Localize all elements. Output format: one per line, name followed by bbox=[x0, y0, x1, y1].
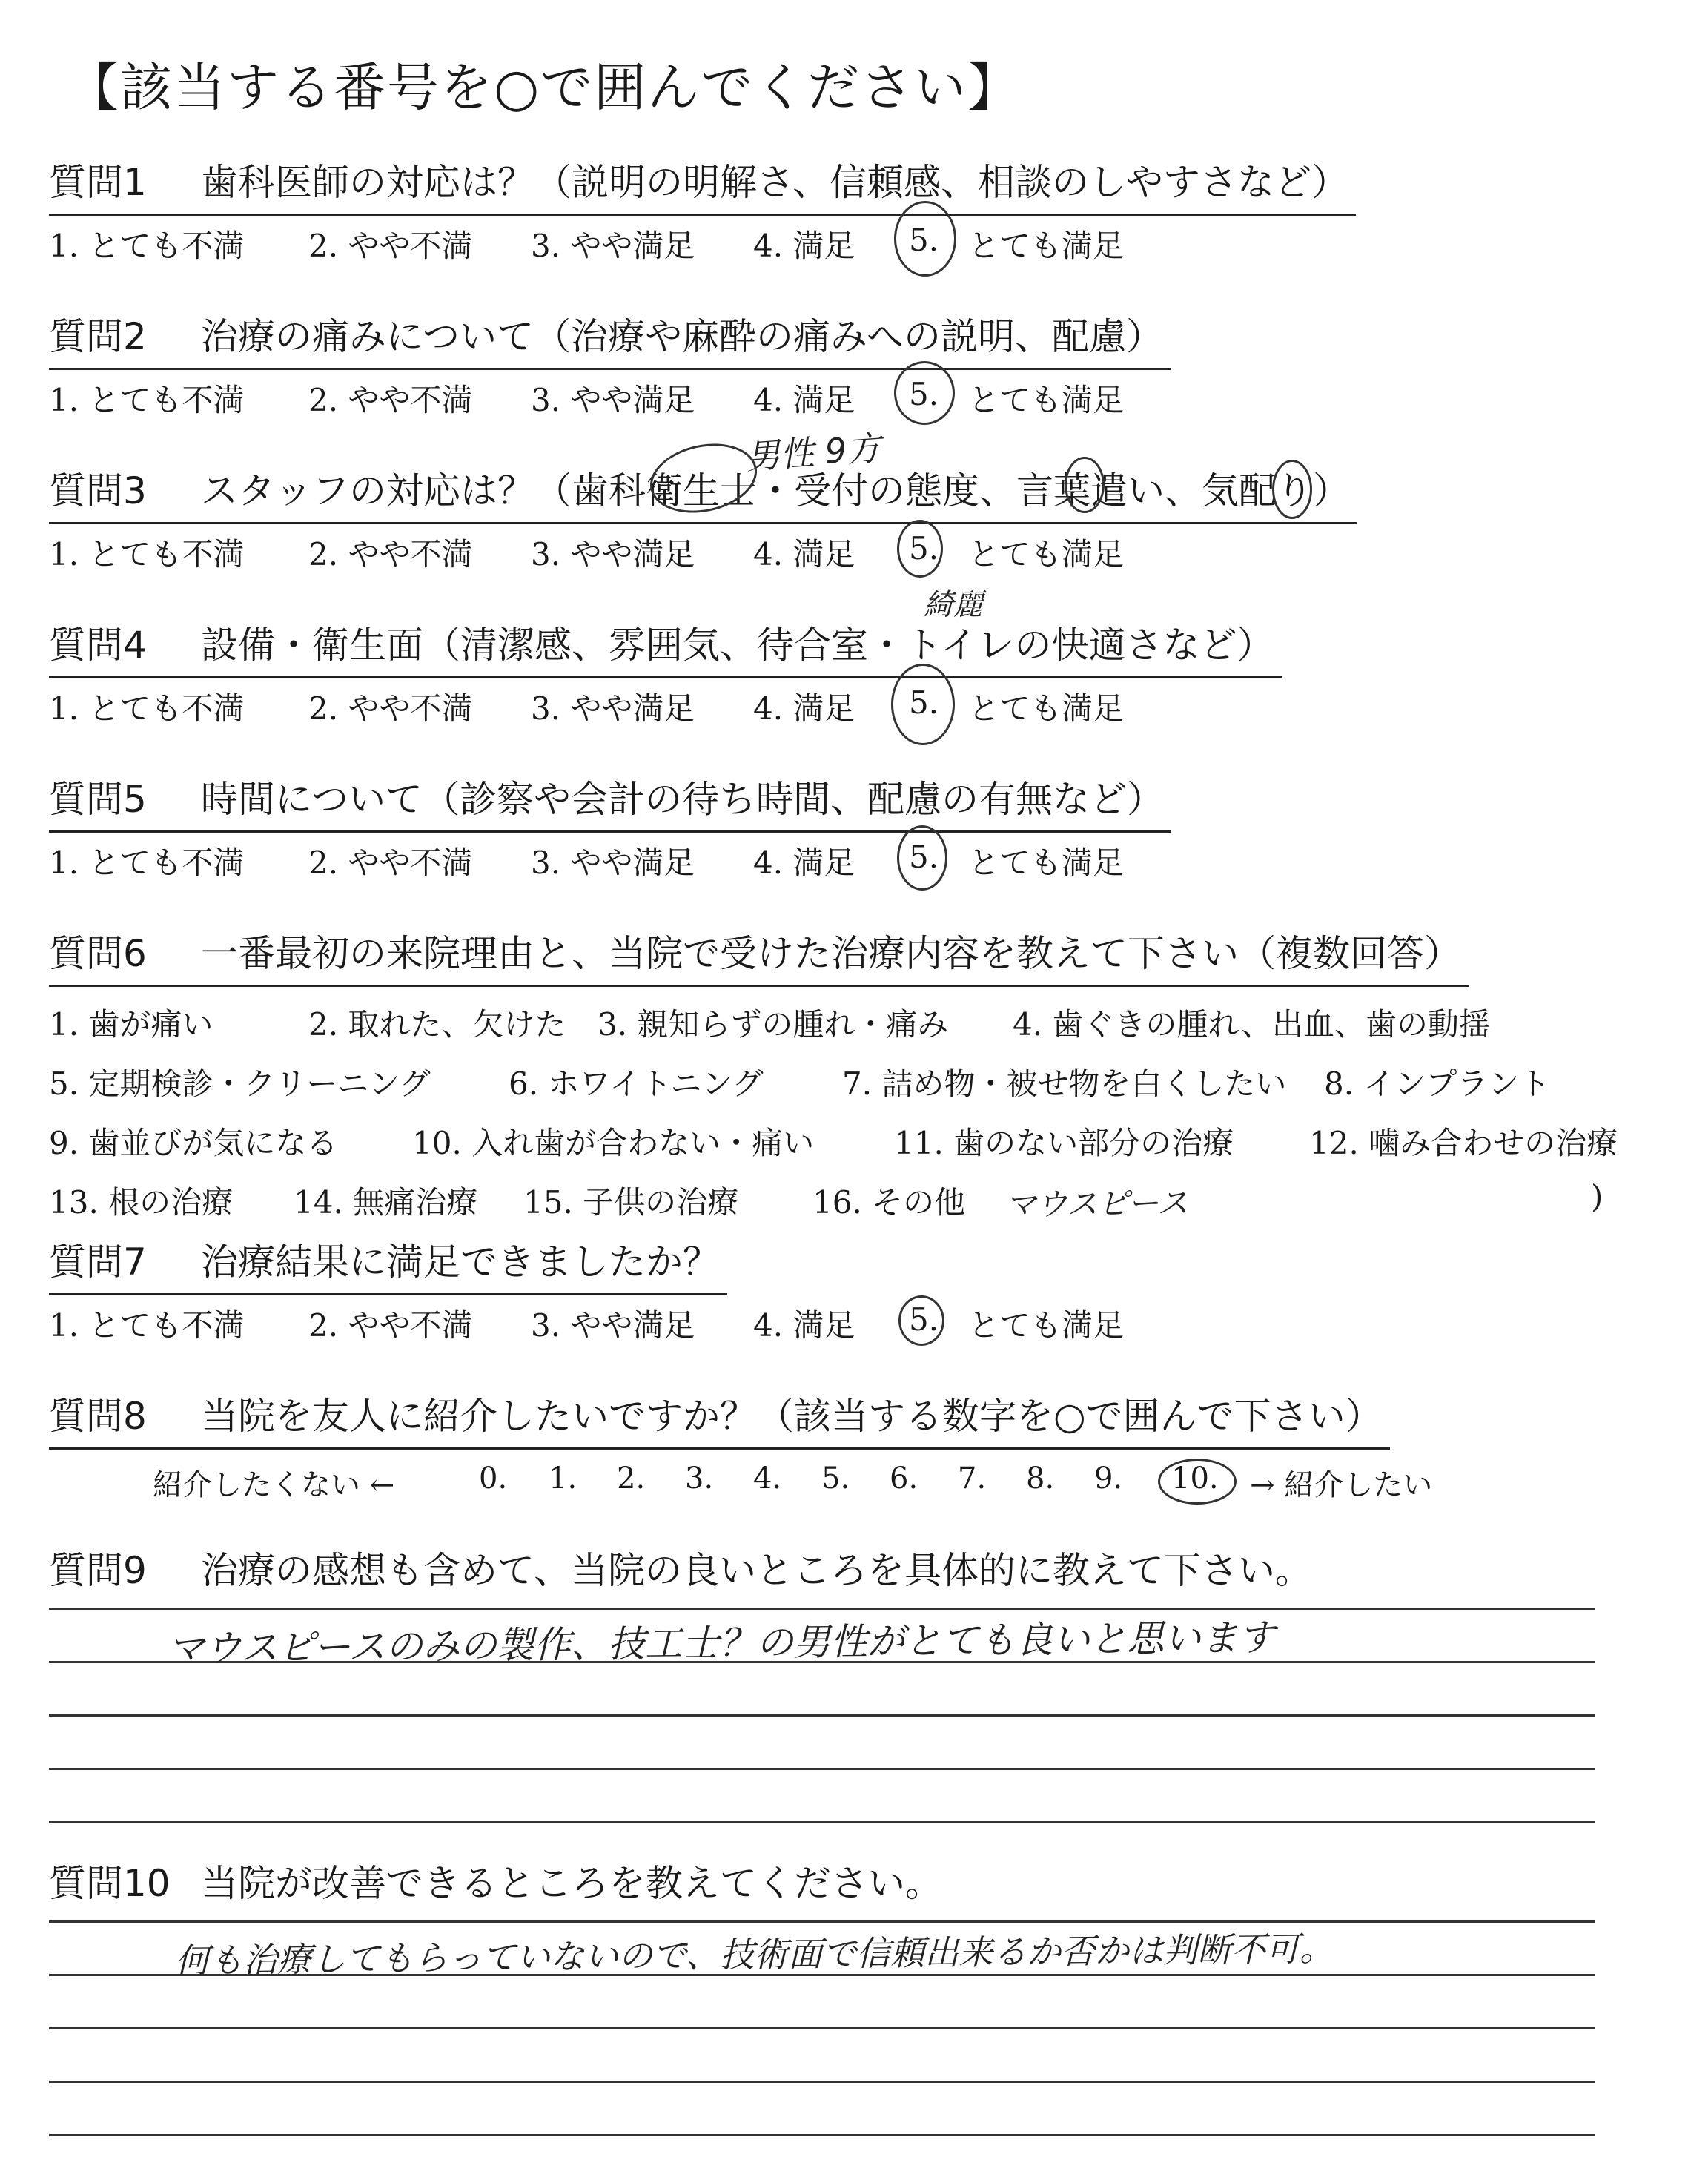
option-2[interactable]: 2. やや不満 bbox=[308, 845, 473, 881]
rating-scale bbox=[49, 1301, 1672, 1346]
option-2[interactable]: 2. やや不満 bbox=[308, 536, 473, 572]
handwritten-note: 綺麗 bbox=[924, 588, 983, 622]
question-7 bbox=[49, 1232, 1672, 1346]
answer-line bbox=[49, 1821, 1595, 1823]
question-6 bbox=[49, 924, 1672, 1238]
option-5[interactable]: 5. bbox=[909, 530, 939, 567]
handwritten-answer: 何も治療してもらっていないので、技術面で信頼出来るか否かは判断不可。 bbox=[174, 1928, 1334, 1981]
option-5-label: とても満足 bbox=[968, 1307, 1125, 1344]
scale-number[interactable]: 8. bbox=[1026, 1462, 1055, 1496]
selection-circle bbox=[894, 361, 955, 425]
question-number: 質問5 bbox=[49, 778, 147, 821]
option-item[interactable]: 14. 無痛治療 bbox=[294, 1184, 478, 1221]
question-text: 当院を友人に紹介したいですか？（該当する数字を○で囲んで下さい） bbox=[201, 1395, 1383, 1438]
scale-number[interactable]: 6. bbox=[890, 1462, 918, 1496]
reason-options bbox=[49, 1000, 1672, 1238]
option-1[interactable]: 1. とても不満 bbox=[49, 536, 245, 572]
option-item[interactable]: 10. 入れ歯が合わない・痛い bbox=[412, 1125, 815, 1161]
question-heading bbox=[49, 770, 1171, 833]
option-item[interactable]: 6. ホワイトニング bbox=[509, 1066, 764, 1102]
selection-circle bbox=[1158, 1459, 1237, 1505]
question-number: 質問10 bbox=[49, 1862, 171, 1905]
option-4[interactable]: 4. 満足 bbox=[753, 382, 855, 418]
option-item[interactable]: 3. 親知らずの腫れ・痛み bbox=[598, 1006, 949, 1043]
question-10 bbox=[49, 1854, 1672, 1981]
answer-line bbox=[49, 2134, 1595, 2136]
question-9 bbox=[49, 1541, 1672, 1671]
rating-scale bbox=[49, 839, 1672, 883]
selection-circle bbox=[898, 1295, 944, 1346]
option-item[interactable]: 15. 子供の治療 bbox=[523, 1184, 739, 1221]
question-number: 質問3 bbox=[49, 469, 147, 512]
question-4 bbox=[49, 588, 1672, 729]
annotation-circle-care bbox=[1272, 460, 1312, 519]
option-item[interactable]: 9. 歯並びが気になる bbox=[49, 1125, 338, 1161]
option-5[interactable]: 5. bbox=[909, 222, 939, 258]
option-2[interactable]: 2. やや不満 bbox=[308, 690, 473, 727]
option-1[interactable]: 1. とても不満 bbox=[49, 690, 245, 727]
handwritten-answer: マウスピースのみの製作、技工士？の男性がとても良いと思います bbox=[167, 1616, 1276, 1671]
question-text: 治療の感想も含めて、当院の良いところを具体的に教えて下さい。 bbox=[201, 1549, 1312, 1592]
answer-line bbox=[49, 1714, 1595, 1717]
question-number: 質問4 bbox=[49, 624, 147, 667]
option-1[interactable]: 1. とても不満 bbox=[49, 228, 245, 264]
option-item[interactable]: 4. 歯ぐきの腫れ、出血、歯の動揺 bbox=[1013, 1006, 1490, 1043]
question-number: 質問1 bbox=[49, 161, 147, 204]
answer-line bbox=[49, 1920, 1595, 1923]
option-4[interactable]: 4. 満足 bbox=[753, 536, 855, 572]
question-number: 質問6 bbox=[49, 932, 147, 975]
scale-number[interactable]: 1. bbox=[549, 1462, 577, 1496]
question-1 bbox=[49, 153, 1672, 266]
option-row bbox=[49, 1119, 1672, 1178]
question-text: 時間について（診察や会計の待ち時間、配慮の有無など） bbox=[201, 778, 1164, 821]
question-3 bbox=[49, 427, 1672, 575]
question-heading bbox=[49, 153, 1356, 216]
option-4[interactable]: 4. 満足 bbox=[753, 690, 855, 727]
option-item[interactable]: 16. その他 bbox=[812, 1184, 966, 1221]
question-text: 設備・衛生面（清潔感、雰囲気、待合室・トイレの快適さなど） bbox=[201, 624, 1274, 667]
page-title: 【該当する番号を○で囲んでください】 bbox=[67, 57, 1022, 118]
recommend-scale bbox=[49, 1462, 1672, 1506]
option-5-label: とても満足 bbox=[968, 228, 1125, 264]
option-2[interactable]: 2. やや不満 bbox=[308, 228, 473, 264]
question-text: 当院が改善できるところを教えてください。 bbox=[201, 1862, 942, 1905]
option-5-label: とても満足 bbox=[968, 845, 1125, 881]
answer-line bbox=[49, 2027, 1595, 2029]
closing-paren: ) bbox=[1591, 1178, 1603, 1215]
annotation-circle-words bbox=[1065, 457, 1105, 513]
question-heading bbox=[49, 1387, 1390, 1450]
selection-circle bbox=[897, 520, 943, 578]
option-4[interactable]: 4. 満足 bbox=[753, 228, 855, 264]
option-1[interactable]: 1. とても不満 bbox=[49, 845, 245, 881]
question-8 bbox=[49, 1387, 1672, 1506]
question-2 bbox=[49, 307, 1672, 420]
option-5[interactable]: 5. bbox=[909, 376, 939, 412]
question-heading bbox=[49, 1541, 1320, 1602]
option-item[interactable]: 8. インプラント bbox=[1324, 1066, 1551, 1102]
answer-line bbox=[49, 1608, 1595, 1610]
selection-circle bbox=[891, 664, 955, 745]
option-3[interactable]: 3. やや満足 bbox=[531, 1307, 695, 1344]
answer-line bbox=[49, 2081, 1595, 2083]
scale-number[interactable]: 2. bbox=[617, 1462, 646, 1496]
question-text: 治療の痛みについて（治療や麻酔の痛みへの説明、配慮） bbox=[201, 315, 1163, 358]
selection-circle bbox=[897, 825, 947, 891]
scale-number[interactable]: 0. bbox=[479, 1462, 508, 1496]
scale-left-label: 紹介したくない ← bbox=[153, 1468, 395, 1502]
rating-scale bbox=[49, 684, 1672, 729]
option-5-label: とても満足 bbox=[968, 690, 1125, 727]
option-2[interactable]: 2. やや不満 bbox=[308, 382, 473, 418]
option-4[interactable]: 4. 満足 bbox=[753, 1307, 855, 1344]
question-text: 歯科医師の対応は？（説明の明解さ、信頼感、相談のしやすさなど） bbox=[201, 161, 1348, 204]
option-item[interactable]: 12. 噛み合わせの治療 bbox=[1309, 1125, 1618, 1161]
rating-scale bbox=[49, 222, 1672, 266]
question-number: 質問7 bbox=[49, 1241, 147, 1284]
option-1[interactable]: 1. とても不満 bbox=[49, 1307, 245, 1344]
scale-number[interactable]: 9. bbox=[1094, 1462, 1123, 1496]
option-3[interactable]: 3. やや満足 bbox=[531, 228, 695, 264]
option-item[interactable]: 13. 根の治療 bbox=[49, 1184, 234, 1221]
option-2[interactable]: 2. やや不満 bbox=[308, 1307, 473, 1344]
answer-line bbox=[49, 1768, 1595, 1770]
option-row bbox=[49, 1178, 1672, 1238]
scale-number[interactable]: 4. bbox=[753, 1462, 782, 1496]
other-answer-text: マウスピース bbox=[1004, 1184, 1189, 1223]
scale-number[interactable]: 7. bbox=[958, 1462, 987, 1496]
scale-number[interactable]: 3. bbox=[685, 1462, 714, 1496]
handwritten-note: 男性 9方 bbox=[744, 427, 882, 478]
option-item[interactable]: 11. 歯のない部分の治療 bbox=[894, 1125, 1234, 1161]
question-text: スタッフの対応は？（歯科衛生士・受付の態度、言葉遣い、気配り） bbox=[201, 469, 1350, 512]
option-4[interactable]: 4. 満足 bbox=[753, 845, 855, 881]
option-5-label: とても満足 bbox=[968, 536, 1125, 572]
rating-scale bbox=[49, 376, 1672, 420]
question-text: 一番最初の来院理由と、当院で受けた治療内容を教えて下さい（複数回答） bbox=[201, 932, 1461, 975]
option-5[interactable]: 5. bbox=[909, 684, 939, 721]
question-heading bbox=[49, 615, 1282, 678]
selection-circle bbox=[894, 201, 956, 277]
option-3[interactable]: 3. やや満足 bbox=[531, 382, 695, 418]
scale-number[interactable]: 5. bbox=[821, 1462, 850, 1496]
question-heading bbox=[49, 1854, 950, 1915]
option-row bbox=[49, 1060, 1672, 1119]
option-3[interactable]: 3. やや満足 bbox=[531, 690, 695, 727]
question-number: 質問9 bbox=[49, 1549, 147, 1592]
option-item[interactable]: 2. 取れた、欠けた bbox=[308, 1006, 566, 1043]
option-row bbox=[49, 1000, 1672, 1060]
scale-right-label: → 紹介したい bbox=[1250, 1468, 1433, 1502]
option-1[interactable]: 1. とても不満 bbox=[49, 382, 245, 418]
question-5 bbox=[49, 770, 1672, 883]
question-heading bbox=[49, 924, 1469, 987]
option-3[interactable]: 3. やや満足 bbox=[531, 536, 695, 572]
question-number: 質問2 bbox=[49, 315, 147, 358]
question-heading bbox=[49, 307, 1171, 370]
option-item[interactable]: 1. 歯が痛い bbox=[49, 1006, 214, 1043]
option-5[interactable]: 5. bbox=[909, 1301, 939, 1338]
question-heading bbox=[49, 1232, 727, 1295]
option-3[interactable]: 3. やや満足 bbox=[531, 845, 695, 881]
option-item[interactable]: 7. 詰め物・被せ物を白くしたい bbox=[842, 1066, 1287, 1102]
question-number: 質問8 bbox=[49, 1395, 147, 1438]
rating-scale bbox=[49, 530, 1672, 575]
option-item[interactable]: 5. 定期検診・クリーニング bbox=[49, 1066, 431, 1102]
option-5-label: とても満足 bbox=[968, 382, 1125, 418]
scale-number[interactable]: 10. bbox=[1171, 1462, 1219, 1496]
question-text: 治療結果に満足できましたか？ bbox=[201, 1241, 720, 1284]
option-5[interactable]: 5. bbox=[909, 839, 939, 875]
